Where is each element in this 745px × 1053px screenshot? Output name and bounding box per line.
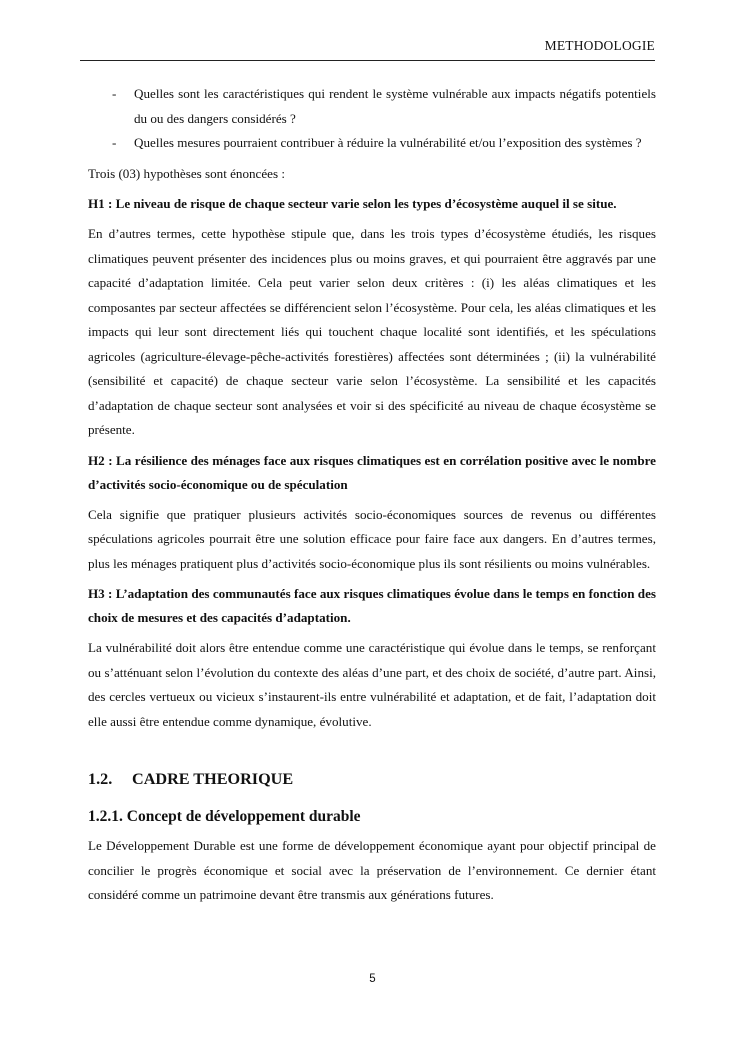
hypothesis-3-title: H3 : L’adaptation des communautés face aux risques climatiques évolue dans le temps en fonction des choix de mesures et des capacités d’adaptation. [88, 586, 656, 625]
question-list [88, 82, 656, 156]
hypothesis-2-body: Cela signifie que pratiquer plusieurs activités socio-économiques sources de revenus ou différentes spéculations agricoles pourrait être une solution efficace pour faire face aux dangers. En d’autres termes, plus les ménages pratiquent plus d’activités socio-économique plus ils sont résilients ou moins vulnérables. [88, 506, 656, 571]
list-item [88, 82, 656, 131]
bullet-dash: - [112, 135, 117, 150]
question-text: Quelles sont les caractéristiques qui rendent le système vulnérable aux impacts négatifs potentiels du ou des dangers considérés ? [134, 86, 656, 126]
hypothesis-3-body: La vulnérabilité doit alors être entendue comme une caractéristique qui évolue dans le temps, se renforçant ou s’atténuant selon l’évolution du contexte des aléas d’une part, et des choix de société, d’autre part. Ainsi, des cercles vertueux ou vicieux s’instaurent-ils entre vulnérabilité et adaptation, et de fait, l’adaptation doit elle aussi être entendue comme dynamique, évolutive. [88, 640, 656, 729]
subsection-body: Le Développement Durable est une forme de développement économique ayant pour objectif principal de concilier le progrès économique et social avec la préservation de l’environnement. Ce dernier étant considéré comme un patrimoine devant être transmis aux générations futures. [88, 838, 656, 902]
question-text: Quelles mesures pourraient contribuer à réduire la vulnérabilité et/ou l’exposition des systèmes ? [134, 135, 642, 150]
section-heading [88, 768, 656, 790]
running-header: METHODOLOGIE [80, 38, 655, 61]
section-title: CADRE THEORIQUE [132, 770, 294, 788]
section-number: 1.2. [88, 770, 113, 788]
hypotheses-intro: Trois (03) hypothèses sont énoncées : [88, 165, 285, 181]
page-number: 5 [369, 973, 376, 985]
list-item [88, 131, 656, 156]
hypothesis-2-title: H2 : La résilience des ménages face aux risques climatiques est en corrélation positive avec le nombre d’activités socio-économique ou de spéculation [88, 452, 656, 492]
hypothesis-1-body: En d’autres termes, cette hypothèse stipule que, dans les trois types d’écosystème étudiés, les risques climatiques peuvent présenter des incidences plus ou moins graves, et qui pourraient être aggravés par une capacité d’adaptation limitée. Cela peut varier selon deux critères : (i) les aléas climatiques et les composantes par secteur affectées se différencient selon l’écosystème. Pour cela, les aléas climatiques et les impacts qui leur sont directement liés qui touchent chaque localité sont identifiés, et les spéculations agricoles (agriculture-élevage-pêche-activités forestières) affectées sont déterminées ; (ii) la vulnérabilité (sensibilité et capacité) de chaque secteur varie selon l’écosystème. La sensibilité et les capacités d’adaptation de chaque secteur sont analysées et voir si des spécificité au niveau de chaque écosystème se présente. [88, 226, 656, 437]
page-content [88, 82, 656, 908]
subsection-heading: 1.2.1. Concept de développement durable [88, 808, 361, 825]
bullet-dash: - [112, 86, 117, 101]
hypothesis-1-title: H1 : Le niveau de risque de chaque secteur varie selon les types d’écosystème auquel il se situe. [88, 196, 617, 211]
